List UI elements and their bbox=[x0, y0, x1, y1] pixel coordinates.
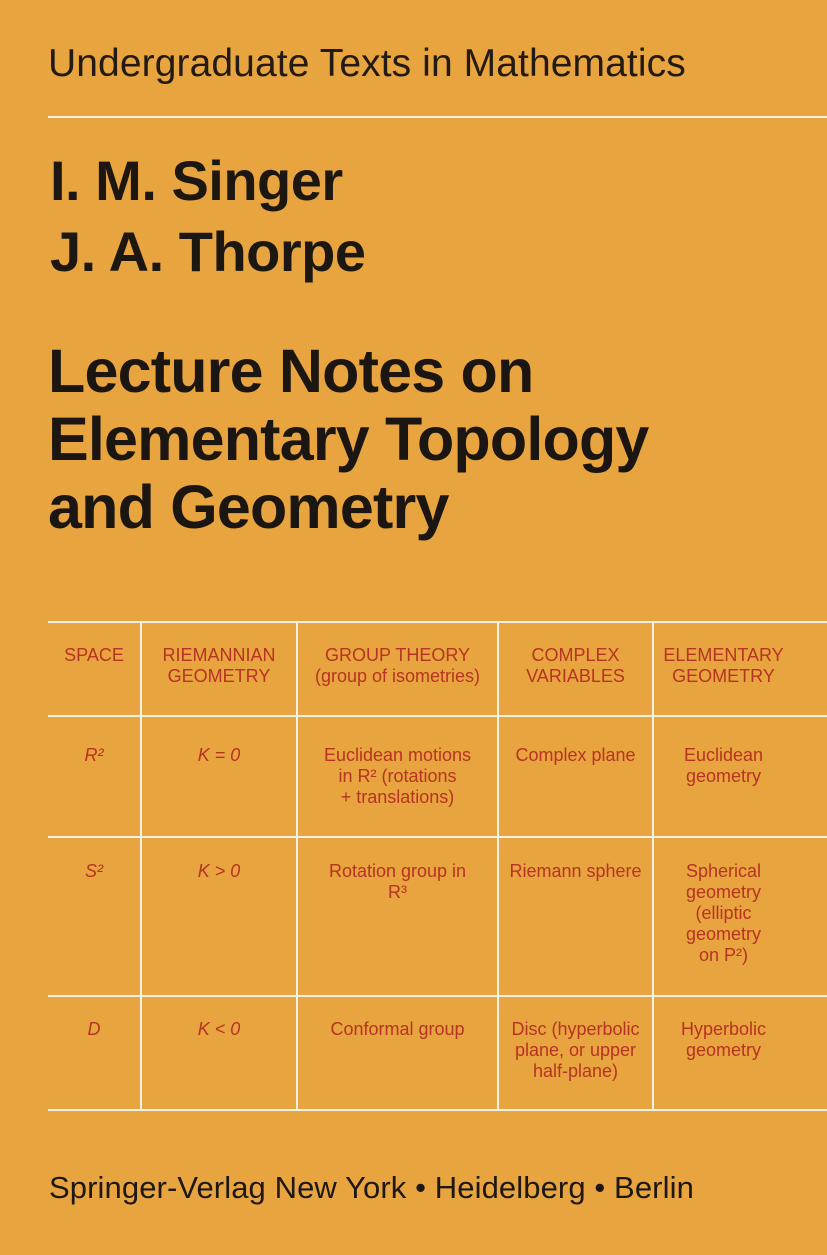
row-2-group-theory: Rotation group in R³ bbox=[328, 861, 467, 902]
title-line-1: Lecture Notes on bbox=[48, 337, 534, 405]
row-1-complex-variables: Complex plane bbox=[515, 745, 636, 765]
table-bottom-border bbox=[48, 1109, 827, 1111]
table-top-border bbox=[48, 621, 827, 623]
row-3-space: D bbox=[87, 1019, 101, 1039]
row-3-group-theory: Conformal group bbox=[330, 1019, 465, 1039]
header-space: SPACE bbox=[64, 645, 124, 665]
row-2-space: S² bbox=[85, 861, 103, 881]
row-3-complex-variables: Disc (hyperbolic plane, or upper half-plane) bbox=[511, 1019, 640, 1081]
row-1-elementary-geometry: Euclidean geometry bbox=[683, 745, 764, 786]
author-2: J. A. Thorpe bbox=[50, 220, 366, 283]
row-1-group-theory: Euclidean motions in R² (rotations + translations) bbox=[323, 745, 472, 807]
header-group-theory: GROUP THEORY (group of isometries) bbox=[314, 645, 481, 686]
publisher-line: Springer-Verlag New York • Heidelberg • Berlin bbox=[49, 1170, 694, 1205]
header-complex-variables: COMPLEX VARIABLES bbox=[526, 645, 625, 686]
table-row-separator-1 bbox=[48, 836, 827, 838]
row-1-space: R² bbox=[84, 745, 104, 765]
header-riemannian-geometry: RIEMANNIAN GEOMETRY bbox=[162, 645, 276, 686]
title-line-3: and Geometry bbox=[48, 473, 449, 541]
row-2-riemannian-geometry: K > 0 bbox=[197, 861, 241, 881]
row-3-elementary-geometry: Hyperbolic geometry bbox=[680, 1019, 767, 1060]
header-elementary-geometry: ELEMENTARY GEOMETRY bbox=[663, 645, 784, 686]
row-2-elementary-geometry: Spherical geometry (elliptic geometry on P²) bbox=[685, 861, 762, 965]
row-1-riemannian-geometry: K = 0 bbox=[197, 745, 241, 765]
top-divider bbox=[48, 116, 827, 118]
table-header-separator bbox=[48, 715, 827, 717]
author-1: I. M. Singer bbox=[50, 149, 343, 212]
table-row-separator-2 bbox=[48, 995, 827, 997]
row-2-complex-variables: Riemann sphere bbox=[509, 861, 642, 881]
geometry-comparison-table bbox=[48, 621, 827, 1111]
book-title bbox=[48, 337, 808, 541]
title-line-2: Elementary Topology bbox=[48, 405, 649, 473]
series-title: Undergraduate Texts in Mathematics bbox=[48, 42, 686, 85]
row-3-riemannian-geometry: K < 0 bbox=[197, 1019, 241, 1039]
